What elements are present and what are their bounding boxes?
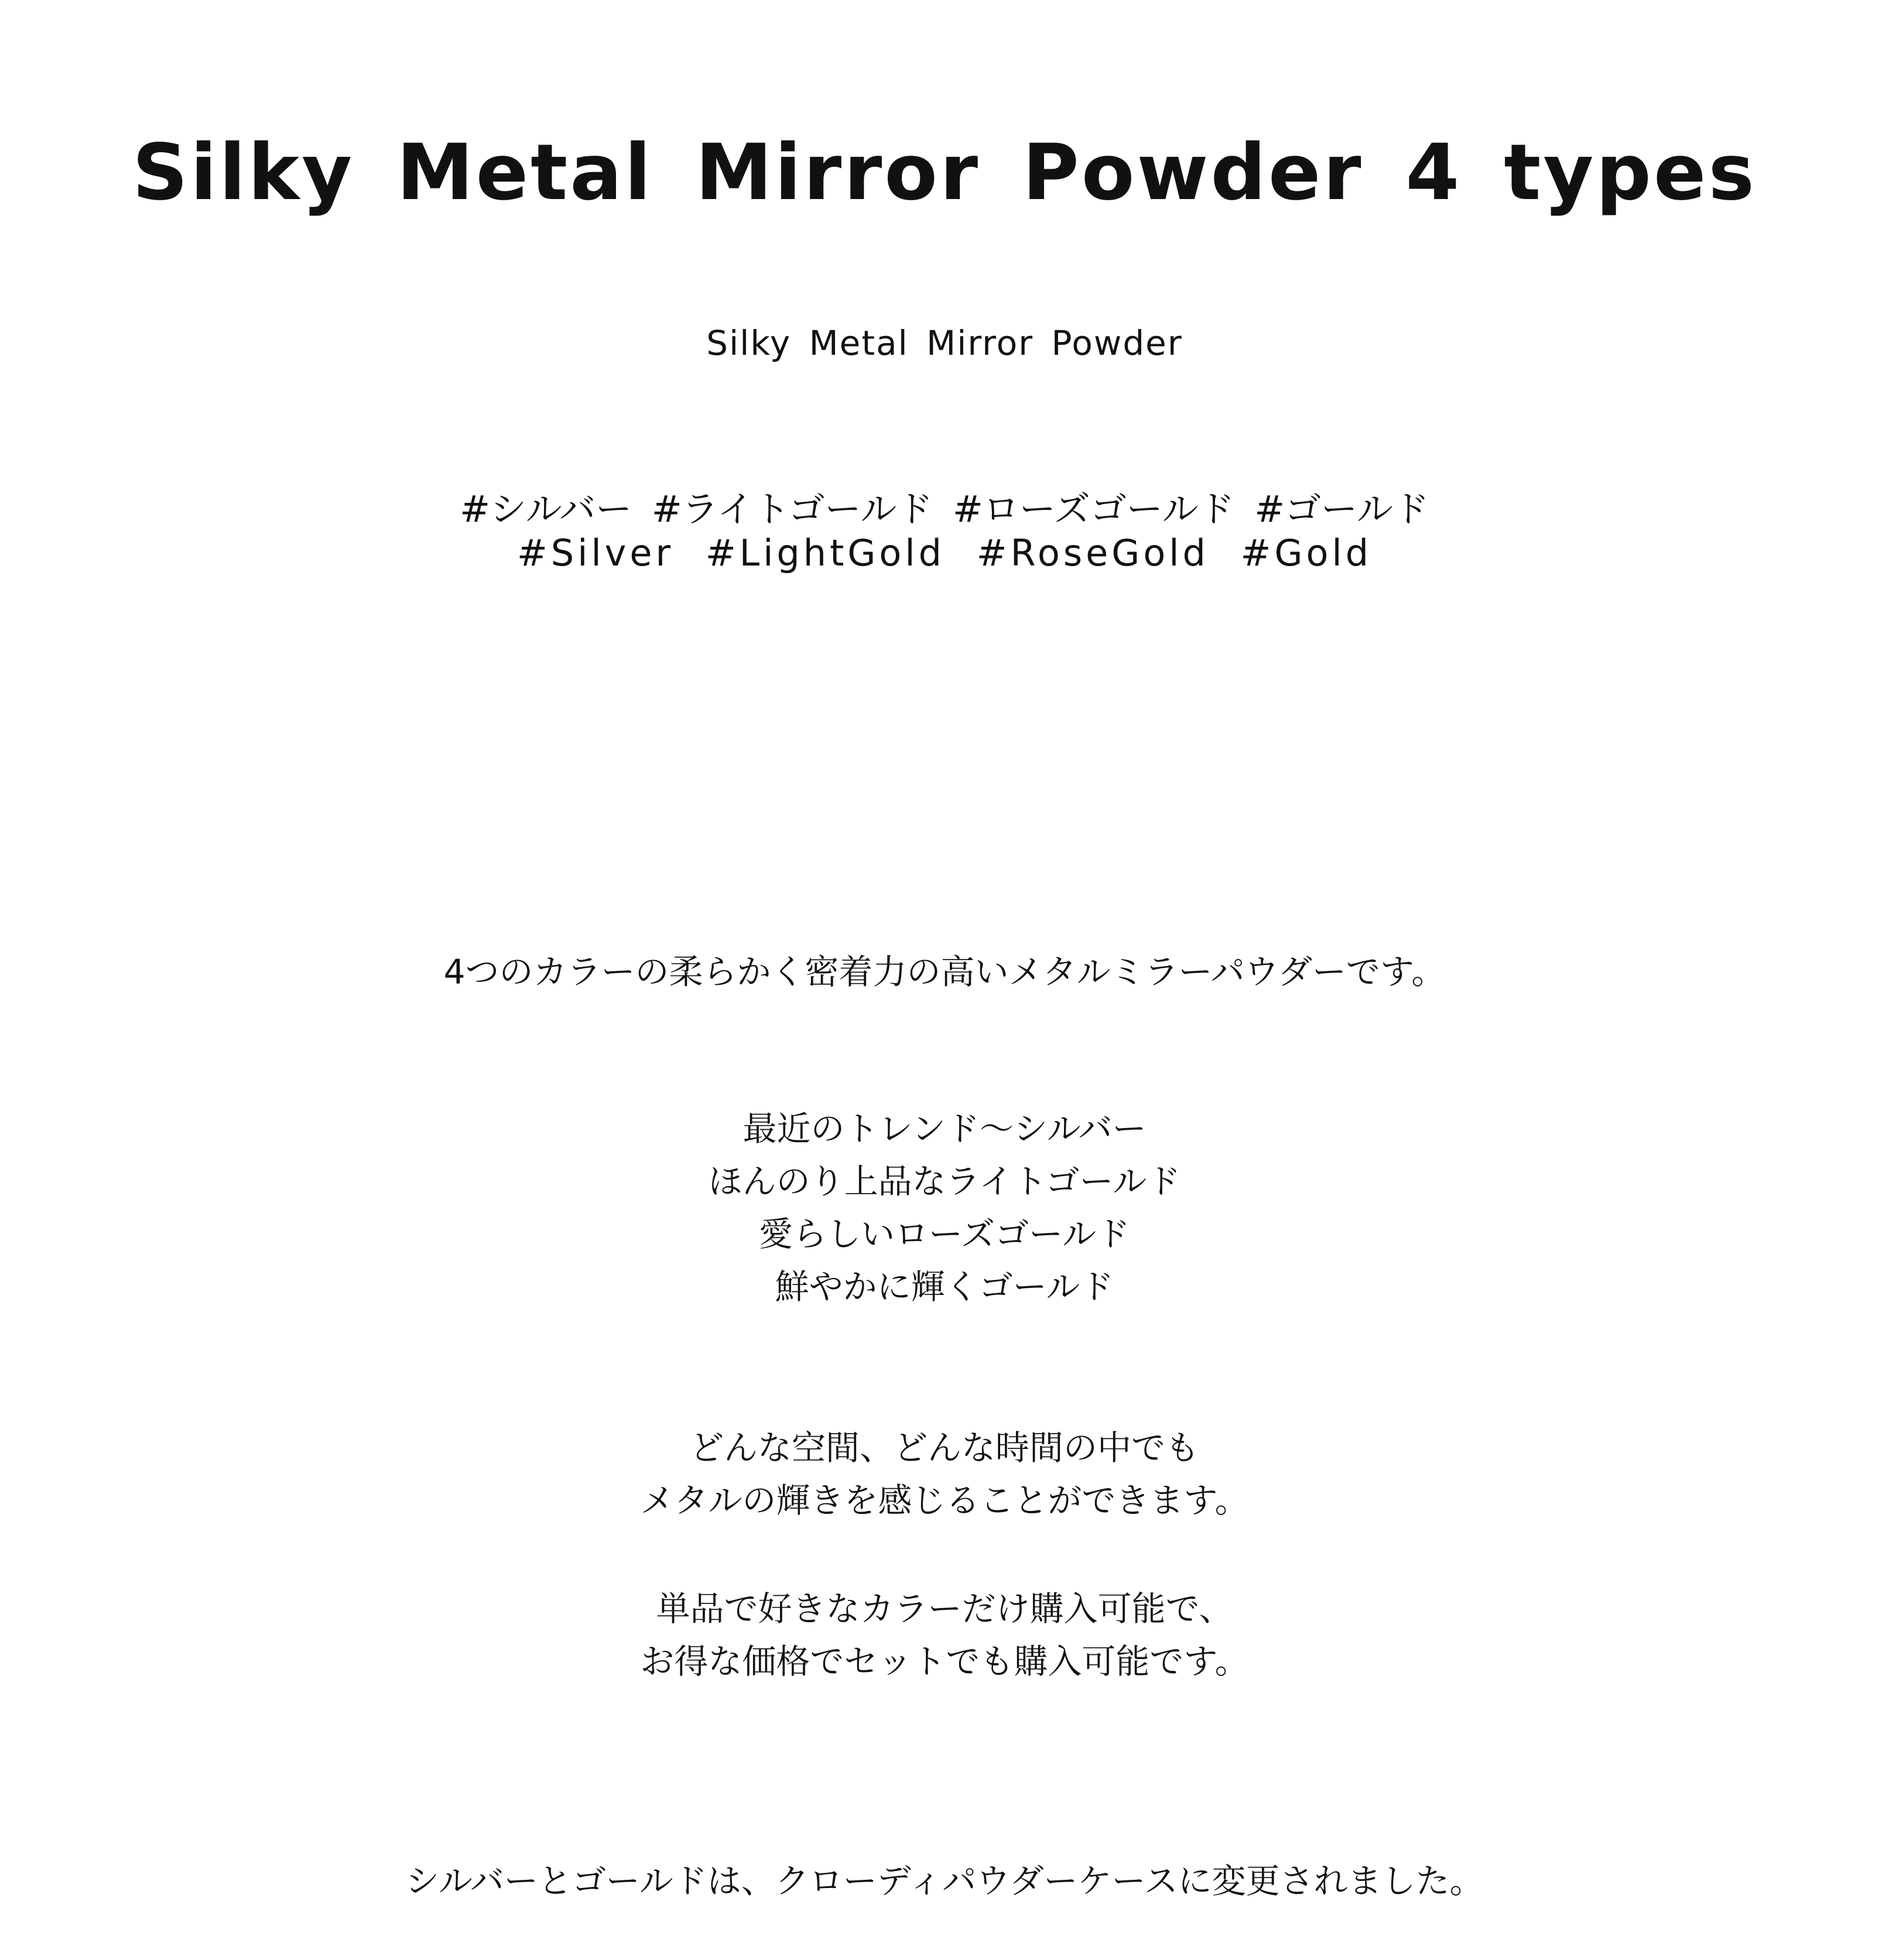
color-tags-japanese: #シルバー #ライトゴールド #ローズゴールド #ゴールド (460, 488, 1429, 530)
color-line-rose-gold: 愛らしいローズゴールド (759, 1214, 1130, 1254)
color-line-gold: 鮮やかに輝くゴールド (775, 1267, 1114, 1307)
product-subtitle: Silky Metal Mirror Powder (706, 323, 1183, 363)
color-tags-english: #Silver #LightGold #RoseGold #Gold (516, 532, 1373, 574)
case-change-notice: シルバーとゴールドは、クローディパウダーケースに変更されました。 (405, 1861, 1484, 1901)
color-line-silver: 最近のトレンド〜シルバー (742, 1109, 1147, 1149)
page-title: Silky Metal Mirror Powder 4 types (132, 128, 1757, 218)
intro-text: 4つのカラーの柔らかく密着力の高いメタルミラーパウダーです。 (443, 952, 1446, 992)
shine-text-line: どんな空間、どんな時間の中でも (689, 1428, 1199, 1468)
purchase-text-line: お得な価格でセットでも購入可能です。 (640, 1642, 1249, 1681)
purchase-text-line: 単品で好きなカラーだけ購入可能で、 (656, 1589, 1233, 1629)
color-line-light-gold: ほんのり上品なライトゴールド (708, 1161, 1181, 1201)
shine-text-line: メタルの輝きを感じることができます。 (640, 1481, 1249, 1520)
